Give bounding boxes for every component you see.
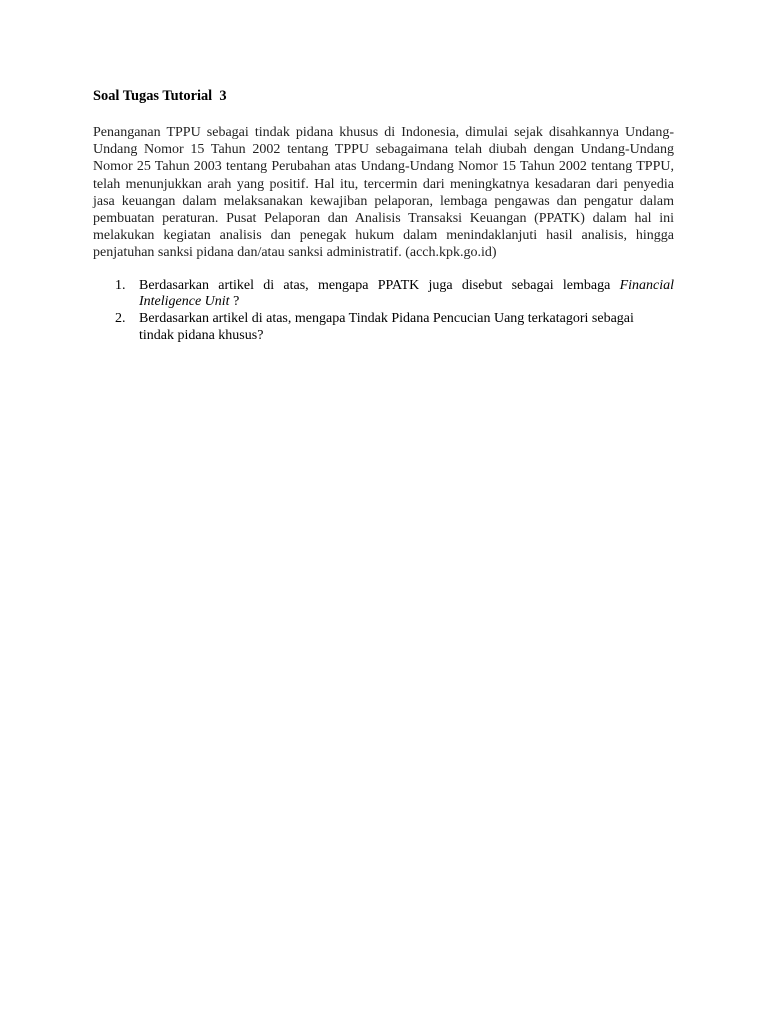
question-text	[139, 278, 674, 312]
question-text-main: Berdasarkan artikel di atas, mengapa PPATK juga disebut sebagai lembaga	[139, 277, 620, 293]
question-item-2	[93, 311, 674, 345]
question-text-end: ?	[229, 294, 240, 310]
question-number: 1.	[115, 277, 126, 293]
body-paragraph: Penanganan TPPU sebagai tindak pidana khusus di Indonesia, dimulai sejak disahkannya Undang-Undang Nomor 15 Tahun 2002 tentang TPPU sebagaimana telah diubah dengan Undang-Undang Nomor 25 Tahun 2003 tentang Perubahan atas Undang-Undang Nomor 15 Tahun 2002 tentang TPPU, telah menunjukkan arah yang positif. Hal itu, tercermin dari meningkatnya kesadaran dari penyedia jasa keuangan dalam melaksanakan kewajiban pelaporan, lembaga pengawas dan pengatur dalam pembuatan peraturan. Pusat Pelaporan dan Analisis Transaksi Keuangan (PPATK) dalam hal ini melakukan kegiatan analisis dan penegak hukum dalam menindaklanjuti hasil analisis, hingga penjatuhan sanksi pidana dan/atau sanksi administratif. (acch.kpk.go.id)	[93, 125, 674, 261]
document-title: Soal Tugas Tutorial 3	[93, 88, 227, 104]
question-item-1	[93, 278, 674, 312]
question-text: Berdasarkan artikel di atas, mengapa Tindak Pidana Pencucian Uang terkatagori sebagai tindak pidana khusus?	[139, 311, 634, 344]
question-text-italic: Financial Inteligence Unit	[139, 277, 674, 310]
question-number: 2.	[115, 311, 126, 327]
question-list	[93, 278, 674, 345]
document-content	[93, 87, 674, 345]
